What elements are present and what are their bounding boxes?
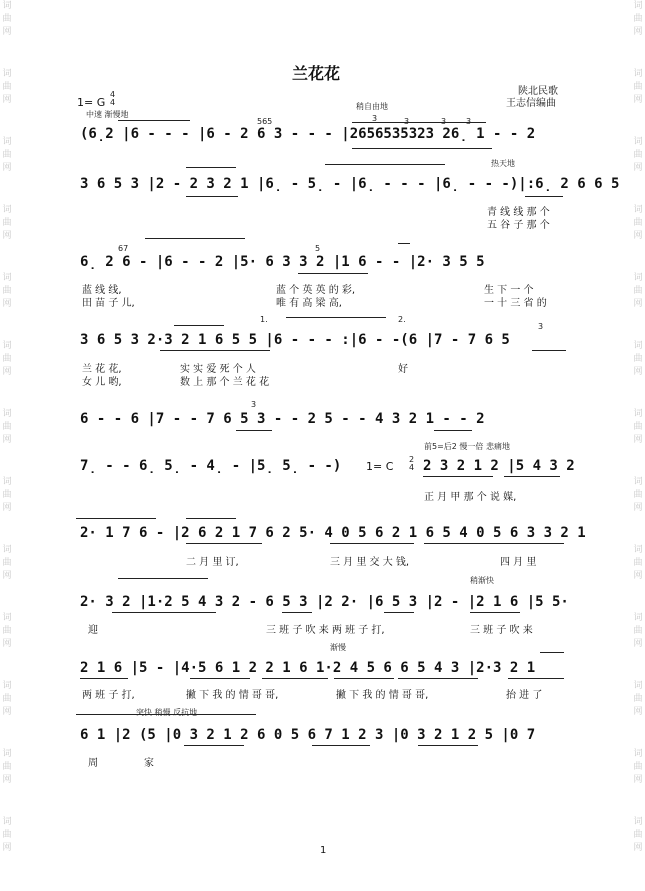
slur: [186, 518, 236, 519]
lyric-row-9-1: 两 班 子 打,: [82, 690, 135, 701]
lyric-row-10-2: 家: [144, 758, 154, 769]
lyric-row-3a-1: 蓝 线 线,: [82, 285, 122, 296]
beam: [186, 196, 238, 197]
lyric-row-2a: 青 线 线 那 个: [487, 207, 550, 218]
triplet-mark: 3: [404, 117, 410, 126]
slur: [352, 122, 486, 123]
lyric-row-4a-1: 兰 花 花,: [82, 364, 122, 375]
beam: [525, 196, 563, 197]
triplet-mark: 3: [538, 322, 544, 331]
slur: [540, 652, 564, 653]
watermark-right: 词 曲 网 词 曲 网 词 曲 网 词 曲 网 词 曲 网 词 曲 网 词 曲 网 词 曲 网 词 曲 网 词 曲 网 词 曲 网 词 曲 网 词 曲 网: [633, 1, 643, 853]
beam: [352, 148, 492, 149]
last-row-mark: 突快 稍慢 反抗地: [136, 708, 198, 717]
beam: [330, 543, 414, 544]
beam: [312, 745, 370, 746]
triplet-mark: 3: [441, 117, 447, 126]
notation-row-10: 6 1 |2 (5 |0 3 2 1 2 6 0 5 6 7 1 2 3 |0 3 2 1 2 5 |0 7: [80, 727, 536, 743]
key-change: 1= C: [366, 460, 394, 473]
lyric-row-10-1: 周: [88, 758, 98, 769]
lyric-row-3a-3: 生 下 一 个: [484, 285, 534, 296]
lyric-row-4a-3: 好: [398, 364, 408, 375]
lyric-row-6: 正 月 甲 那 个 说 媒,: [424, 492, 517, 503]
slur: [76, 714, 256, 715]
notation-row-8: 2· 3 2 |1·2 5 4 3 2 - 6 5 3 |2 2· |6 5 3 |2 - |2 1 6 |5 5·: [80, 594, 569, 610]
slur: [118, 120, 190, 121]
lyric-row-7-1: 二 月 里 订,: [186, 557, 239, 568]
ending-1-mark: 1.: [260, 315, 268, 324]
tempo-mark-free: 稍自由地: [356, 102, 388, 111]
beam: [384, 612, 414, 613]
triplet-mark: 3: [466, 117, 472, 126]
slur: [325, 164, 445, 165]
arranger-credit: 王志信编曲: [506, 98, 556, 109]
lyric-row-7-3: 四 月 里: [500, 557, 537, 568]
intro-tempo-mark: 中速 渐慢地: [86, 110, 129, 119]
beam: [398, 678, 478, 679]
slur: [145, 238, 245, 239]
beam: [112, 612, 216, 613]
grace-note-5: 5: [315, 244, 321, 253]
lyric-row-9-4: 抬 进 了: [506, 690, 543, 701]
lyric-row-3b-3: 一 十 三 省 的: [484, 298, 547, 309]
notation-row-4: 3 6 5 3 2·3 2 1 6 5 5 |6 - - - :|6 - -(6 |7 - 7 6 5: [80, 332, 510, 348]
slur: [174, 325, 224, 326]
tempo-mark-slow-down: 渐慢: [330, 643, 346, 652]
beam: [532, 350, 566, 351]
lyric-row-4a-2: 实 实 爱 死 个 人: [180, 364, 256, 375]
beam: [504, 476, 560, 477]
lyric-row-9-2: 撇 下 我 的 情 哥 哥,: [186, 690, 279, 701]
beam: [423, 476, 493, 477]
beam: [282, 612, 312, 613]
song-title: 兰花花: [292, 64, 341, 83]
beam: [334, 678, 394, 679]
beam: [80, 678, 128, 679]
lyric-row-7-2: 三 月 里 交 大 钱,: [330, 557, 410, 568]
beam: [190, 678, 250, 679]
ending-2-mark: 2.: [398, 315, 406, 324]
lyric-row-4b-1: 女 儿 哟,: [82, 377, 122, 388]
tempo-mark-speed-up: 稍渐快: [470, 576, 494, 585]
grace-note-67: 67: [118, 244, 129, 253]
second-section-mark: 前5=后2 慢一倍 悲痛地: [424, 442, 510, 451]
key-change-time: 2 4: [409, 455, 415, 472]
volta-bracket: [286, 317, 386, 318]
slur: [118, 578, 208, 579]
lyric-row-3b-1: 田 苗 子 儿,: [82, 298, 135, 309]
slur: [186, 167, 236, 168]
notation-row-1: (6̣2 |6 - - - |6 - 2 6 3 - - - |2656535323 26̣ 1 - - 2: [80, 126, 536, 142]
lyric-row-2b: 五 谷 子 那 个: [487, 220, 550, 231]
grace-note-565: 565: [257, 117, 273, 126]
time-signature: 4 4: [110, 90, 116, 107]
key-signature: 1= G: [77, 96, 106, 109]
notation-row-6b: 2 3 2 1 2 |5 4 3 2: [423, 458, 575, 474]
triplet-mark: 3: [372, 114, 378, 123]
triplet-mark: 3: [251, 400, 257, 409]
notation-row-5: 6 - - 6 |7 - - 7 6 5 3 - - 2 5 - - 4 3 2 1 - - 2: [80, 411, 485, 427]
notation-row-2: 3 6 5 3 |2 - 2 3 2 1 |6̣ - 5̣ - |6̣ - - - |6̣ - - -)|:6̣ 2 6 6 5: [80, 176, 620, 192]
beam: [262, 678, 328, 679]
lyric-row-3b-2: 唯 有 高 梁 高,: [276, 298, 342, 309]
lyric-row-8-2: 三 班 子 吹 来 两 班 子 打,: [266, 625, 385, 636]
watermark-left: 词 曲 网 词 曲 网 词 曲 网 词 曲 网 词 曲 网 词 曲 网 词 曲 网 词 曲 网 词 曲 网 词 曲 网 词 曲 网 词 曲 网 词 曲 网: [2, 1, 12, 853]
slur: [76, 518, 156, 519]
origin-credit: 陕北民歌: [518, 86, 558, 97]
beam: [508, 678, 564, 679]
beam: [186, 543, 262, 544]
page-number: 1: [320, 845, 327, 856]
beam: [418, 745, 478, 746]
lyric-row-8-3: 三 班 子 吹 来: [470, 625, 533, 636]
beam: [160, 350, 270, 351]
notation-row-3: 6̣ 2 6 - |6 - - 2 |5· 6 3 3 2 |1 6 - - |2· 3 5 5: [80, 254, 485, 270]
beam: [236, 430, 272, 431]
lyric-row-9-3: 撇 下 我 的 情 哥 哥,: [336, 690, 429, 701]
lyric-row-4b-2: 数 上 那 个 兰 花 花: [180, 377, 270, 388]
slur: [398, 243, 410, 244]
lyric-row-8-1: 迎: [88, 625, 98, 636]
lyric-row-3a-2: 蓝 个 英 英 的 彩,: [276, 285, 356, 296]
notation-row-6: 7̣ - - 6̣ 5̣ - 4̣ - |5̣ 5̣ - -): [80, 458, 342, 474]
notation-row-9: 2 1 6 |5 - |4·5 6 1 2 2 1 6 1·2 4 5 6 6 5 4 3 |2·3 2 1: [80, 660, 536, 676]
notation-row-7: 2· 1 7 6 - |2 6 2 1 7 6 2 5· 4 0 5 6 2 1 6 5 4 0 5 6 3 3 2 1: [80, 525, 586, 541]
beam: [424, 543, 564, 544]
tempo-mark-lively: 热天地: [491, 159, 515, 168]
beam: [434, 430, 472, 431]
beam: [298, 273, 368, 274]
beam: [470, 612, 520, 613]
beam: [184, 745, 244, 746]
